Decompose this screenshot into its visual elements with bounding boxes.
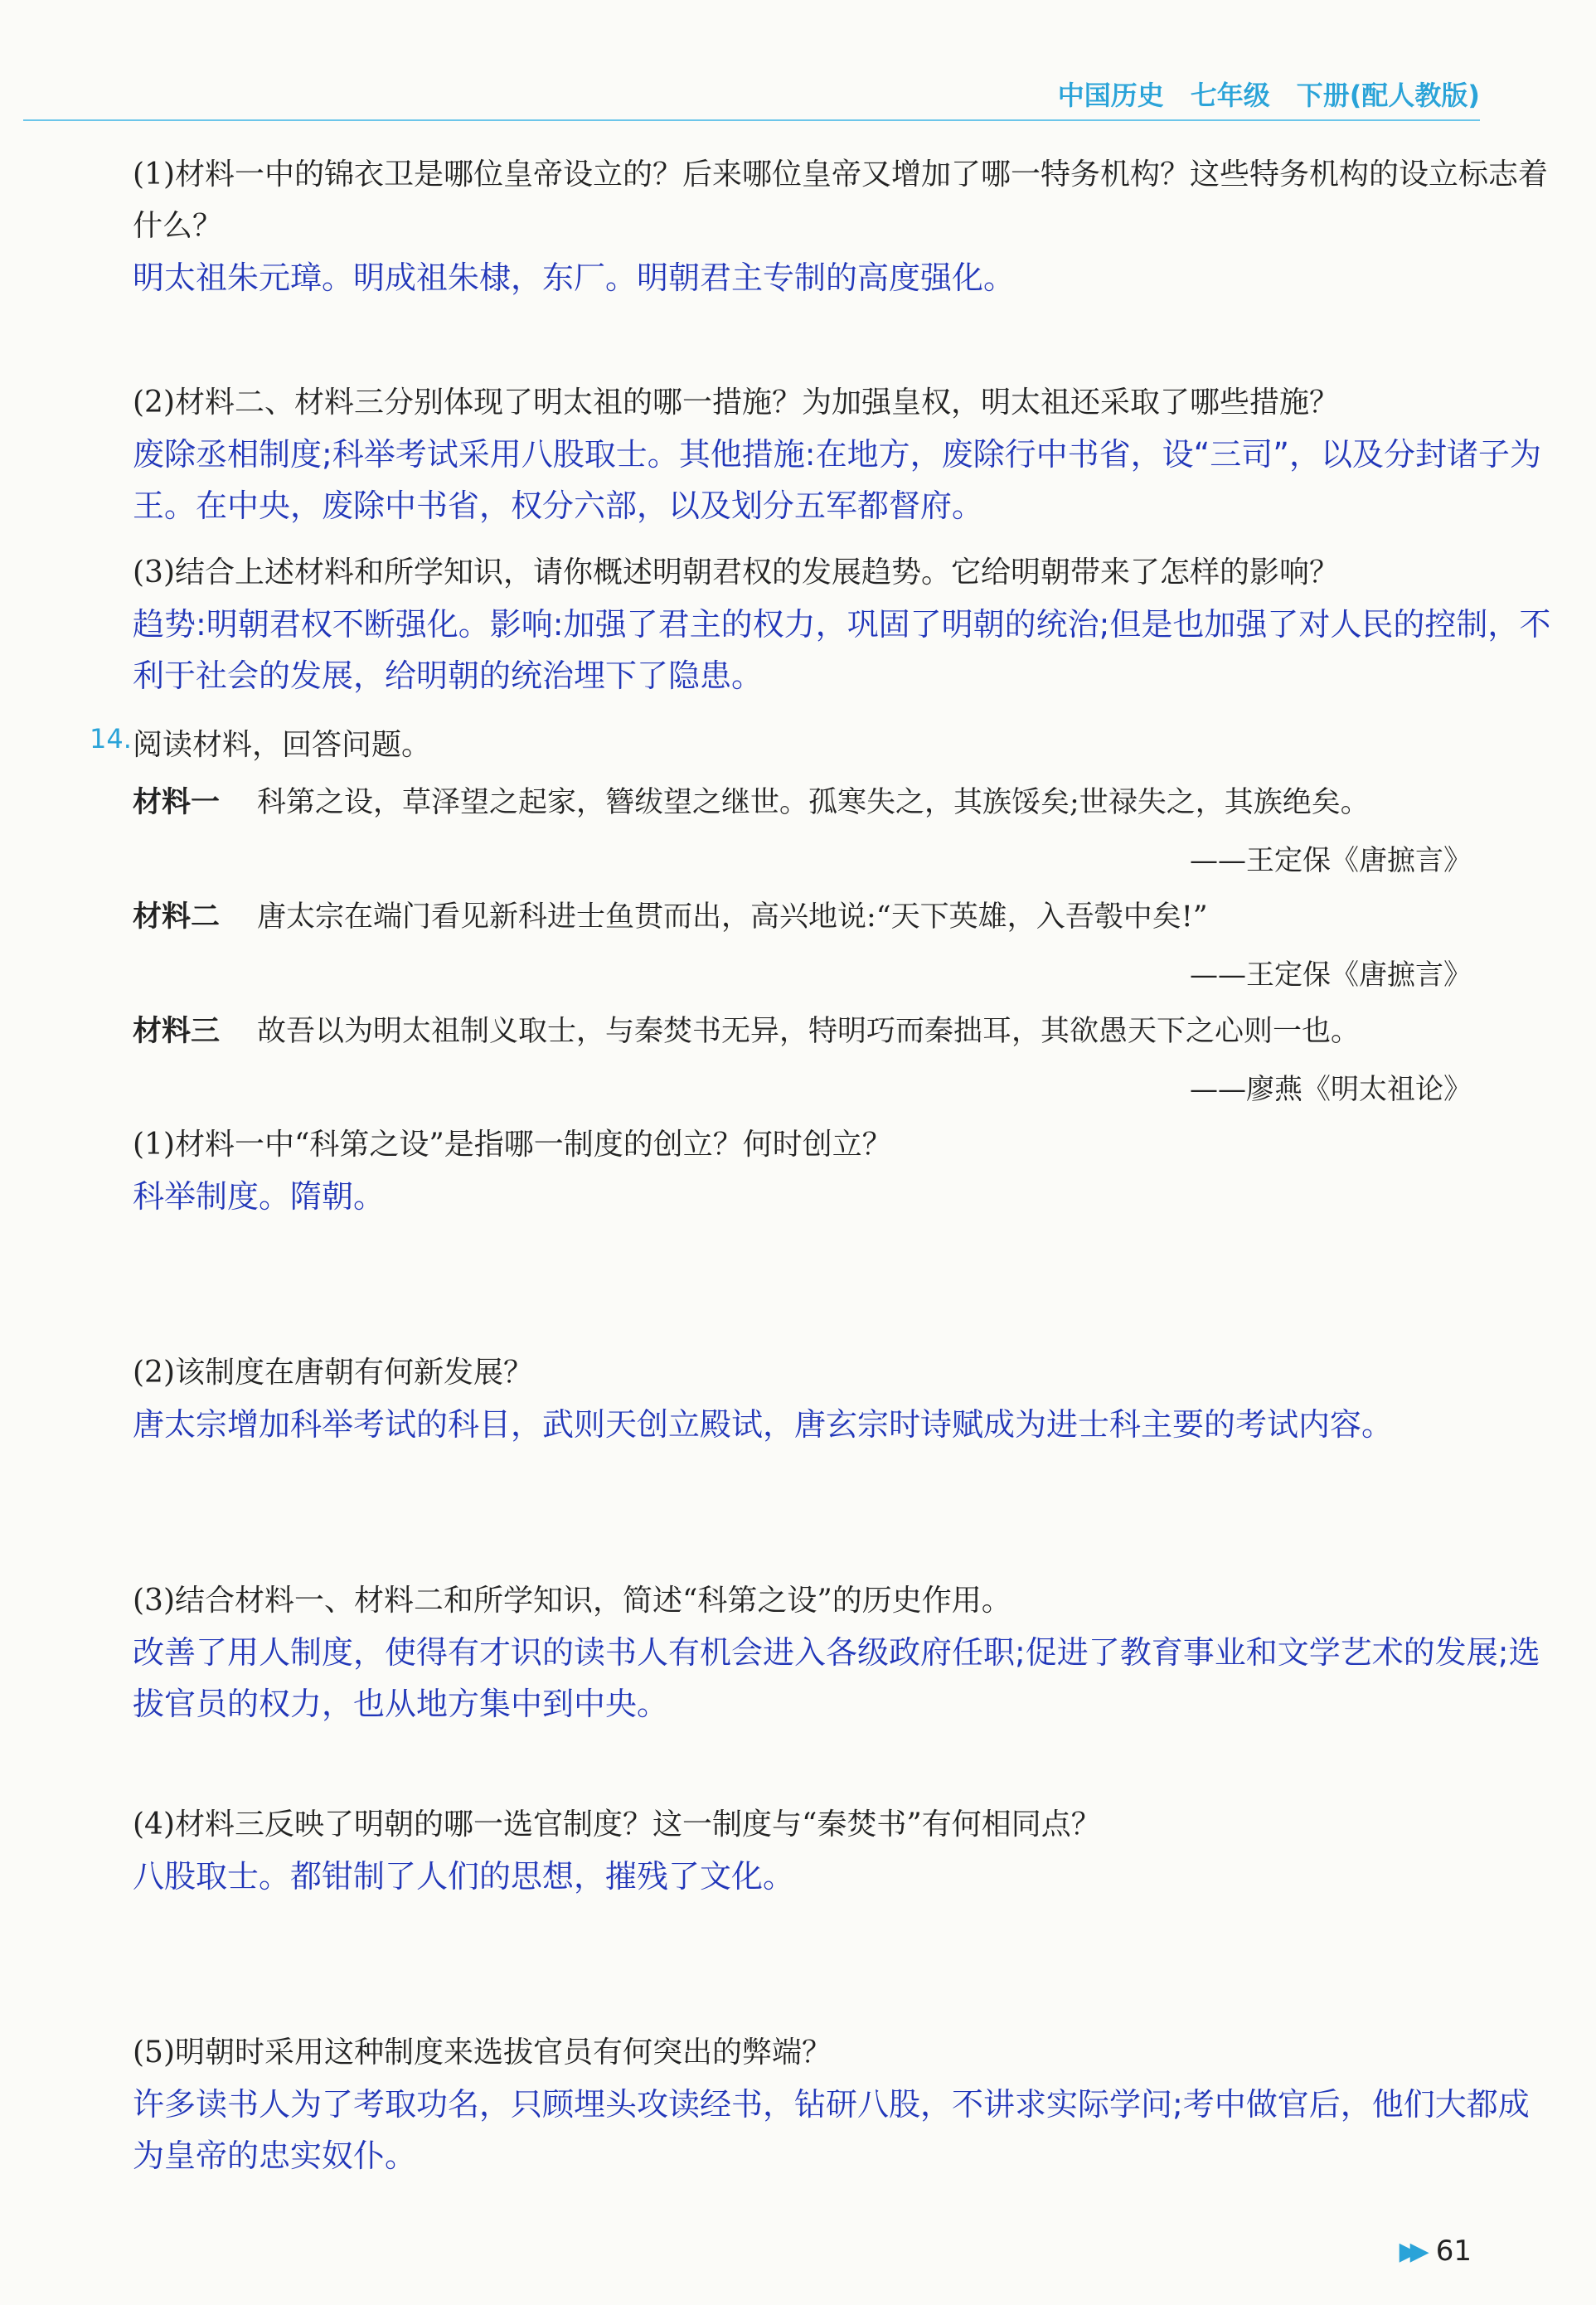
question-text: (3)结合上述材料和所学知识，请你概述明朝君权的发展趋势。它给明朝带来了怎样的影响？ [133,556,1339,590]
material-label: 材料一 [133,786,221,819]
q14-part4 [133,1799,1559,1902]
question-prompt: 阅读材料，回答问题。 [133,728,432,762]
question-text: (2)材料二、材料三分别体现了明太祖的哪一措施？为加强皇权，明太祖还采取了哪些措施？ [133,386,1339,420]
question-number: 14. [90,723,132,755]
double-arrow-icon: ▶▶ [1399,2236,1421,2266]
material-2 [133,894,1492,935]
q13-part3 [133,547,1559,701]
material-label: 材料二 [133,900,221,934]
material-source: ——王定保《唐摭言》 [1190,958,1472,992]
question-text: (3)结合材料一、材料二和所学知识，简述“科第之设”的历史作用。 [133,1584,1011,1618]
q13-part2 [133,377,1559,531]
q13-part1 [133,149,1559,303]
question-text: (4)材料三反映了明朝的哪一选官制度？这一制度与“秦焚书”有何相同点？ [133,1808,1101,1842]
q14-part3 [133,1575,1559,1730]
header-title: 中国历史 七年级 下册(配人教版) [1057,80,1480,111]
page-number-text: 61 [1435,2235,1472,2268]
page-number [1400,2235,1472,2268]
answer-text: 科举制度。隋朝。 [133,1178,386,1215]
question-text: (1)材料一中“科第之设”是指哪一制度的创立？何时创立？ [133,1128,892,1162]
answer-text: 许多读书人为了考取功名，只顾埋头攻读经书，钻研八股，不讲求实际学问;考中做官后，他们大都成为皇帝的忠实奴仆。 [133,2086,1530,2174]
material-label: 材料三 [133,1015,221,1048]
material-source: ——王定保《唐摭言》 [1190,844,1472,877]
question-text: (5)明朝时采用这种制度来选拔官员有何突出的弊端？ [133,2036,832,2070]
material-3 [133,1008,1492,1050]
answer-text: 明太祖朱元璋。明成祖朱棣，东厂。明朝君主专制的高度强化。 [133,260,1016,296]
answer-text: 唐太宗增加科举考试的科目，武则天创立殿试，唐玄宗时诗赋成为进士科主要的考试内容。 [133,1406,1394,1443]
answer-text: 废除丞相制度;科举考试采用八股取士。其他措施:在地方，废除行中书省，设“三司”，以及分封诸子为王。在中央，废除中书省，权分六部，以及划分五军都督府。 [133,436,1541,524]
q14-part1 [133,1119,1559,1222]
q14-part5 [133,2027,1559,2181]
answer-text: 八股取士。都钳制了人们的思想，摧残了文化。 [133,1858,795,1895]
material-1 [133,779,1492,821]
question-text: (2)该制度在唐朝有何新发展？ [133,1356,533,1390]
question-text: (1)材料一中的锦衣卫是哪位皇帝设立的？后来哪位皇帝又增加了哪一特务机构？这些特务机构的设立标志着什么？ [133,158,1548,243]
material-text: 故吾以为明太祖制义取士，与秦焚书无异，特明巧而秦拙耳，其欲愚天下之心则一也。 [257,1015,1361,1048]
material-source: ——廖燕《明太祖论》 [1190,1073,1472,1106]
q14-part2 [133,1347,1559,1450]
answer-text: 改善了用人制度，使得有才识的读书人有机会进入各级政府任职;促进了教育事业和文学艺术的发展;选拔官员的权力，也从地方集中到中央。 [133,1634,1540,1722]
material-text: 科第之设，草泽望之起家，簪绂望之继世。孤寒失之，其族馁矣;世禄失之，其族绝矣。 [257,786,1370,819]
material-text: 唐太宗在端门看见新科进士鱼贯而出，高兴地说:“天下英雄，入吾彀中矣!” [257,900,1208,934]
page-header [23,73,1480,121]
answer-text: 趋势:明朝君权不断强化。影响:加强了君主的权力，巩固了明朝的统治;但是也加强了对人民的控制，不利于社会的发展，给明朝的统治埋下了隐患。 [133,606,1551,694]
